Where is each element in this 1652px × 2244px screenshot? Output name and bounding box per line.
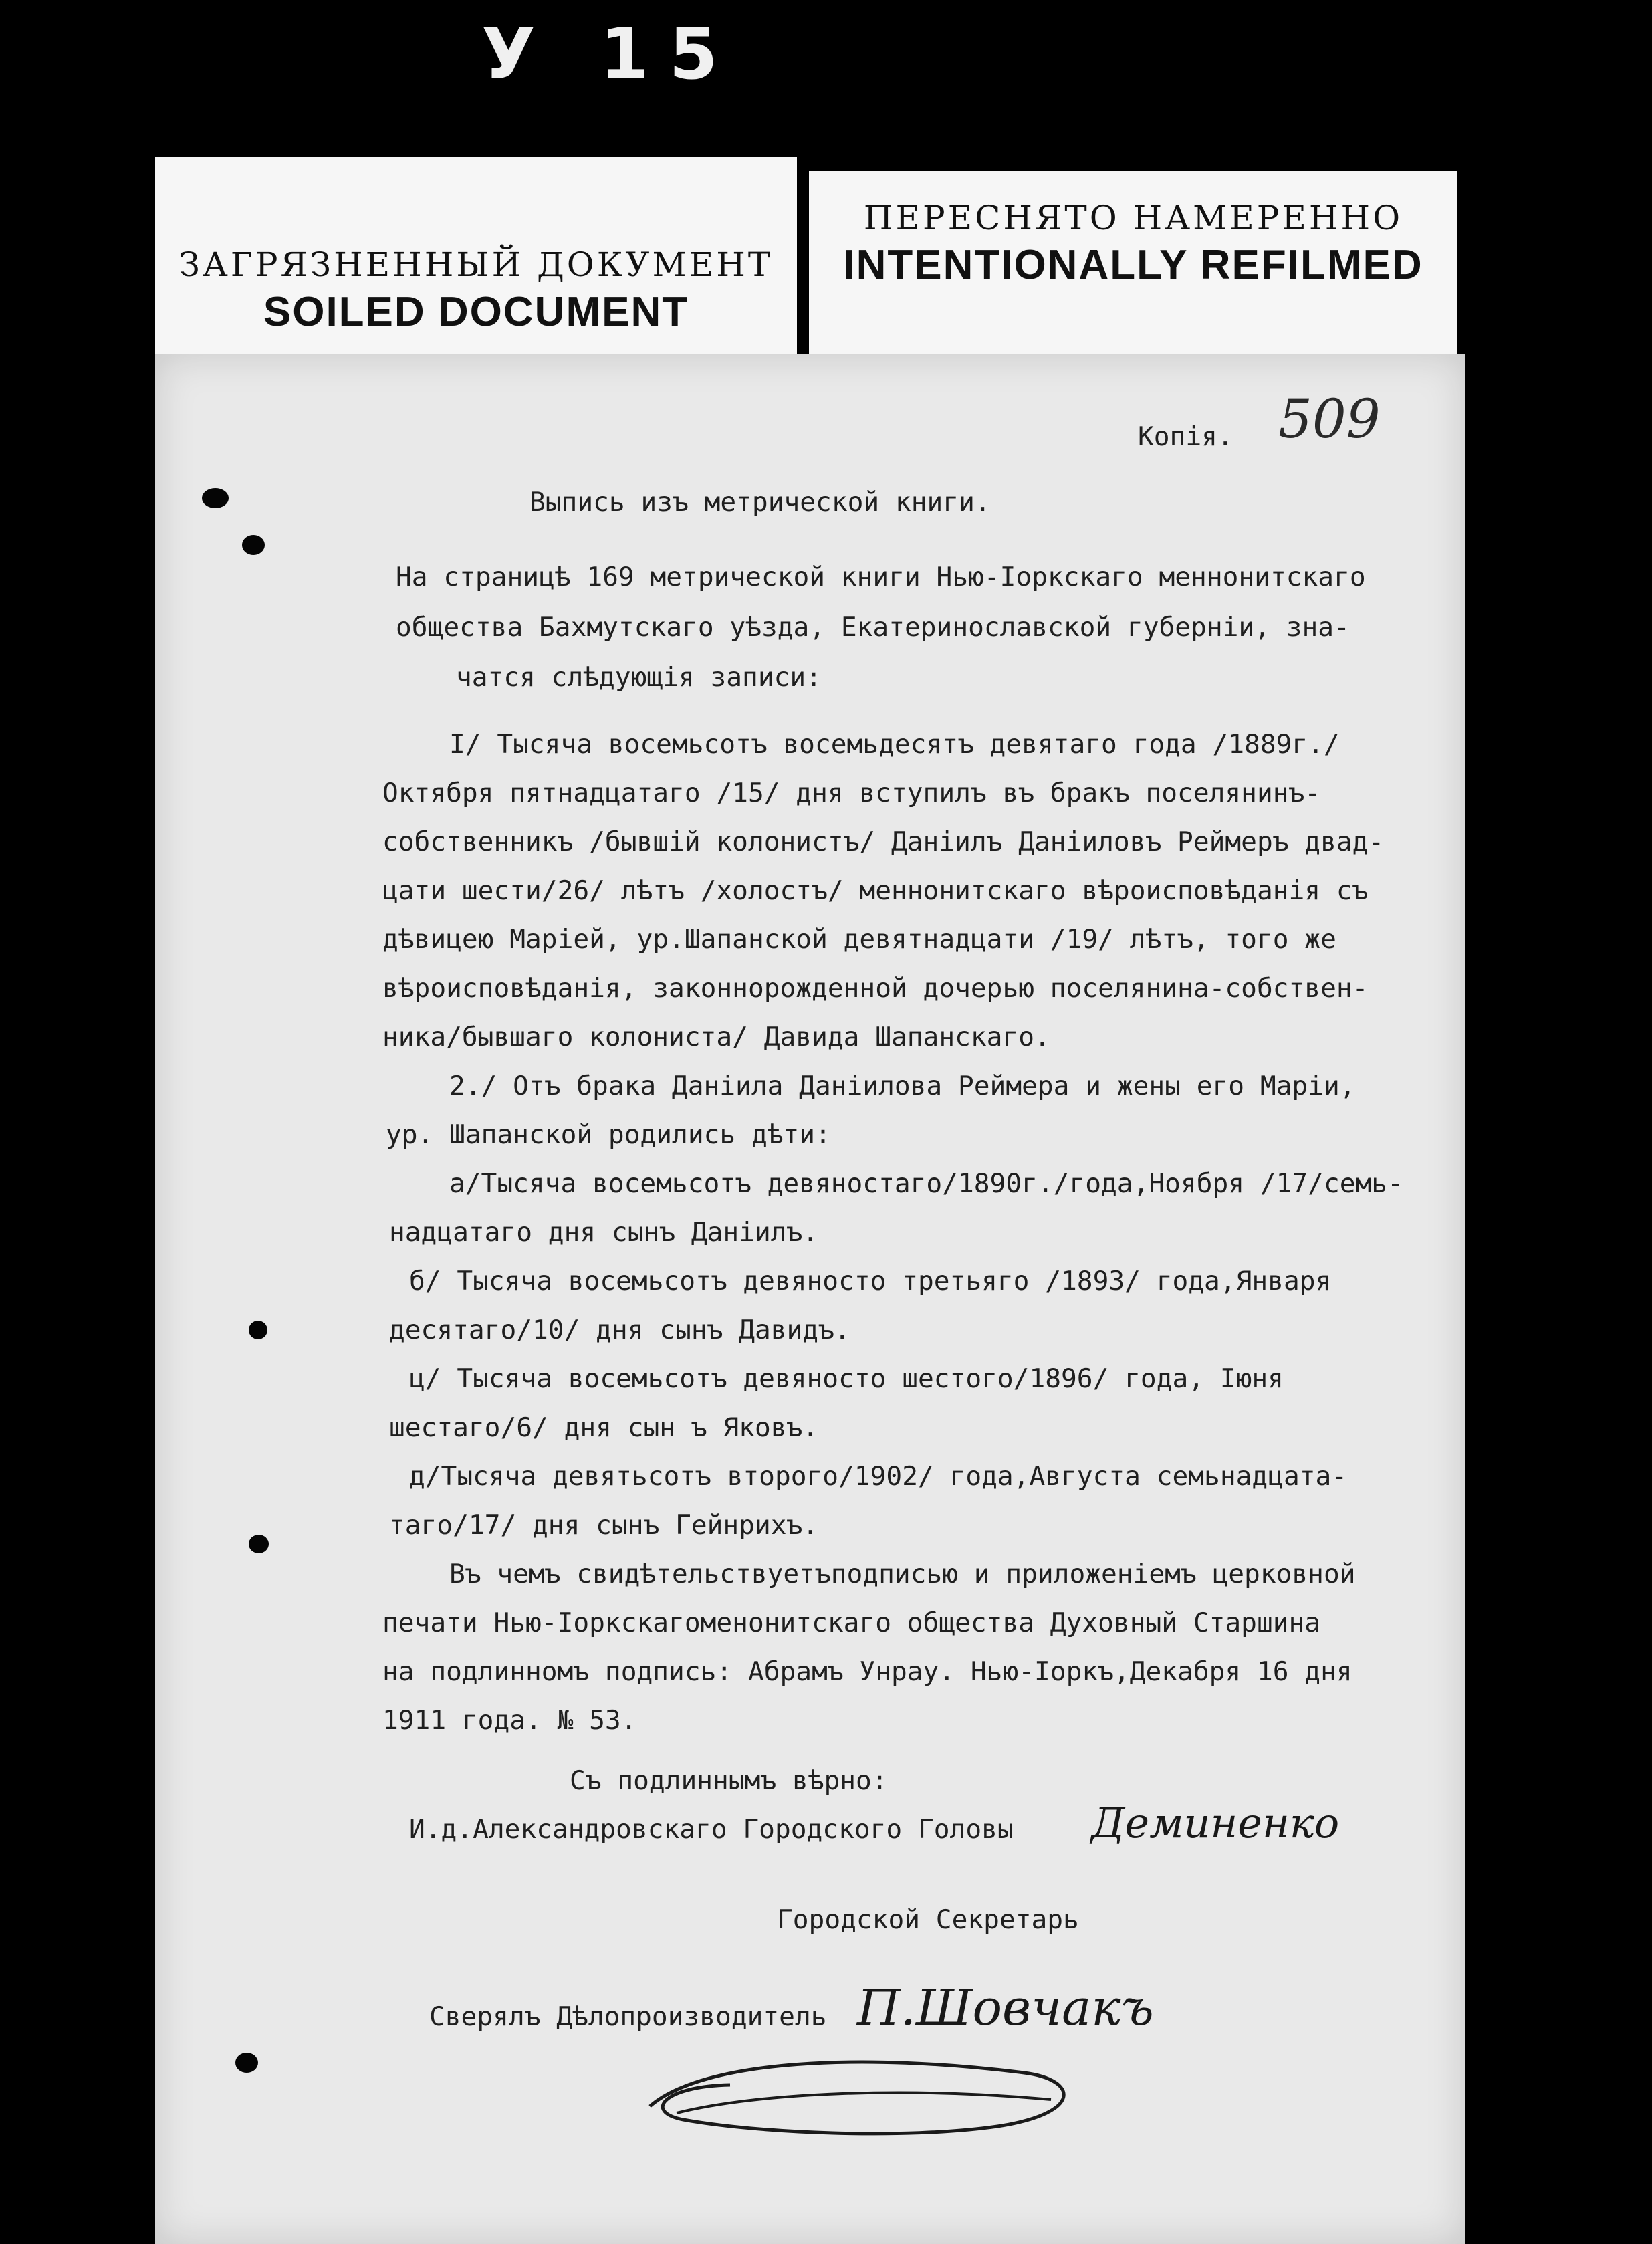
body-line: десятаго/10/ дня сынъ Давидъ.: [389, 1315, 850, 1345]
archive-number: 509: [1278, 388, 1381, 450]
body-line: таго/17/ дня сынъ Гейнрихъ.: [389, 1510, 819, 1541]
document-page: [155, 354, 1465, 2244]
frame-number: У 15: [481, 13, 738, 95]
body-line: 1911 года. № 53.: [382, 1705, 637, 1736]
body-line: на подлинномъ подпись: Абрамъ Унрау. Нью-Іоркъ,Декабря 16 дня: [382, 1656, 1352, 1687]
soiled-document-card: [155, 157, 797, 364]
clerk-title: Сверялъ Дѣлопроизводитель: [429, 2001, 827, 2032]
body-line: вѣроисповѣданія, законнорожденной дочерью поселянина-собствен-: [382, 973, 1369, 1004]
soiled-label-ru: ЗАГРЯЗНЕННЫЙ ДОКУМЕНТ: [179, 245, 774, 284]
binding-hole: [235, 2053, 258, 2073]
body-line: д/Тысяча девятьсотъ второго/1902/ года,Августа семьнадцата-: [409, 1461, 1348, 1492]
copy-label: Копія.: [1138, 421, 1233, 452]
body-line: собственникъ /бывшій колонистъ/ Даніилъ Даніиловъ Реймеръ двад-: [382, 826, 1385, 857]
binding-hole: [249, 1535, 269, 1553]
body-line: чатся слѣдующія записи:: [456, 662, 822, 693]
body-line: шестаго/6/ дня сын ъ Яковъ.: [389, 1412, 819, 1443]
body-line: Въ чемъ свидѣтельствуетъподписью и приложеніемъ церковной: [449, 1559, 1356, 1589]
clerk-signature: П.Шовчакъ: [857, 1979, 1154, 2037]
binding-hole: [202, 488, 229, 508]
body-line: цати шести/26/ лѣтъ /холостъ/ меннонитскаго вѣроисповѣданія съ: [382, 875, 1369, 906]
body-line: надцатаго дня сынъ Даніилъ.: [389, 1217, 819, 1248]
soiled-label-en: SOILED DOCUMENT: [263, 289, 689, 335]
document-heading: Выпись изъ метрической книги.: [529, 487, 991, 518]
body-line: ника/бывшаго колониста/ Давида Шапанскаго.: [382, 1022, 1050, 1052]
body-line: общества Бахмутскаго уѣзда, Екатеринославской губерніи, зна-: [396, 612, 1350, 643]
body-line: дѣвицею Маріей, ур.Шапанской девятнадцати /19/ лѣтъ, того же: [382, 924, 1336, 955]
body-line: Октября пятнадцатаго /15/ дня вступилъ въ бракъ поселянинъ-: [382, 778, 1321, 808]
body-line: І/ Тысяча восемьсотъ восемьдесятъ девятаго года /1889г./: [449, 729, 1340, 760]
official-signature: Деминенко: [1091, 1799, 1340, 1847]
body-line: 2./ Отъ брака Даніила Даніилова Реймера и жены его Маріи,: [449, 1071, 1356, 1101]
body-line: а/Тысяча восемьсотъ девяностаго/1890г./года,Ноября /17/семь-: [449, 1168, 1403, 1199]
body-line: печати Нью-Іоркскагоменонитскаго общества Духовный Старшина: [382, 1607, 1321, 1638]
body-line: На страницѣ 169 метрической книги Нью-Іоркскаго меннонитскаго: [396, 562, 1366, 592]
closing-certification: Съ подлиннымъ вѣрно:: [570, 1765, 888, 1796]
secretary-title: Городской Секретарь: [777, 1904, 1079, 1935]
body-line: б/ Тысяча восемьсотъ девяносто третьяго /1893/ года,Января: [409, 1266, 1332, 1297]
signature-flourish: [623, 2033, 1104, 2166]
refilmed-card: [809, 171, 1457, 378]
refilmed-label-en: INTENTIONALLY REFILMED: [843, 242, 1423, 288]
binding-hole: [249, 1321, 267, 1339]
binding-hole: [242, 535, 265, 555]
body-line: ц/ Тысяча восемьсотъ девяносто шестого/1896/ года, Іюня: [409, 1363, 1284, 1394]
refilmed-label-ru: ПЕРЕСНЯТО НАМЕРЕННО: [863, 199, 1403, 237]
official-title: И.д.Александровскаго Городского Головы: [409, 1814, 1014, 1845]
body-line: ур. Шапанской родились дѣти:: [386, 1119, 831, 1150]
